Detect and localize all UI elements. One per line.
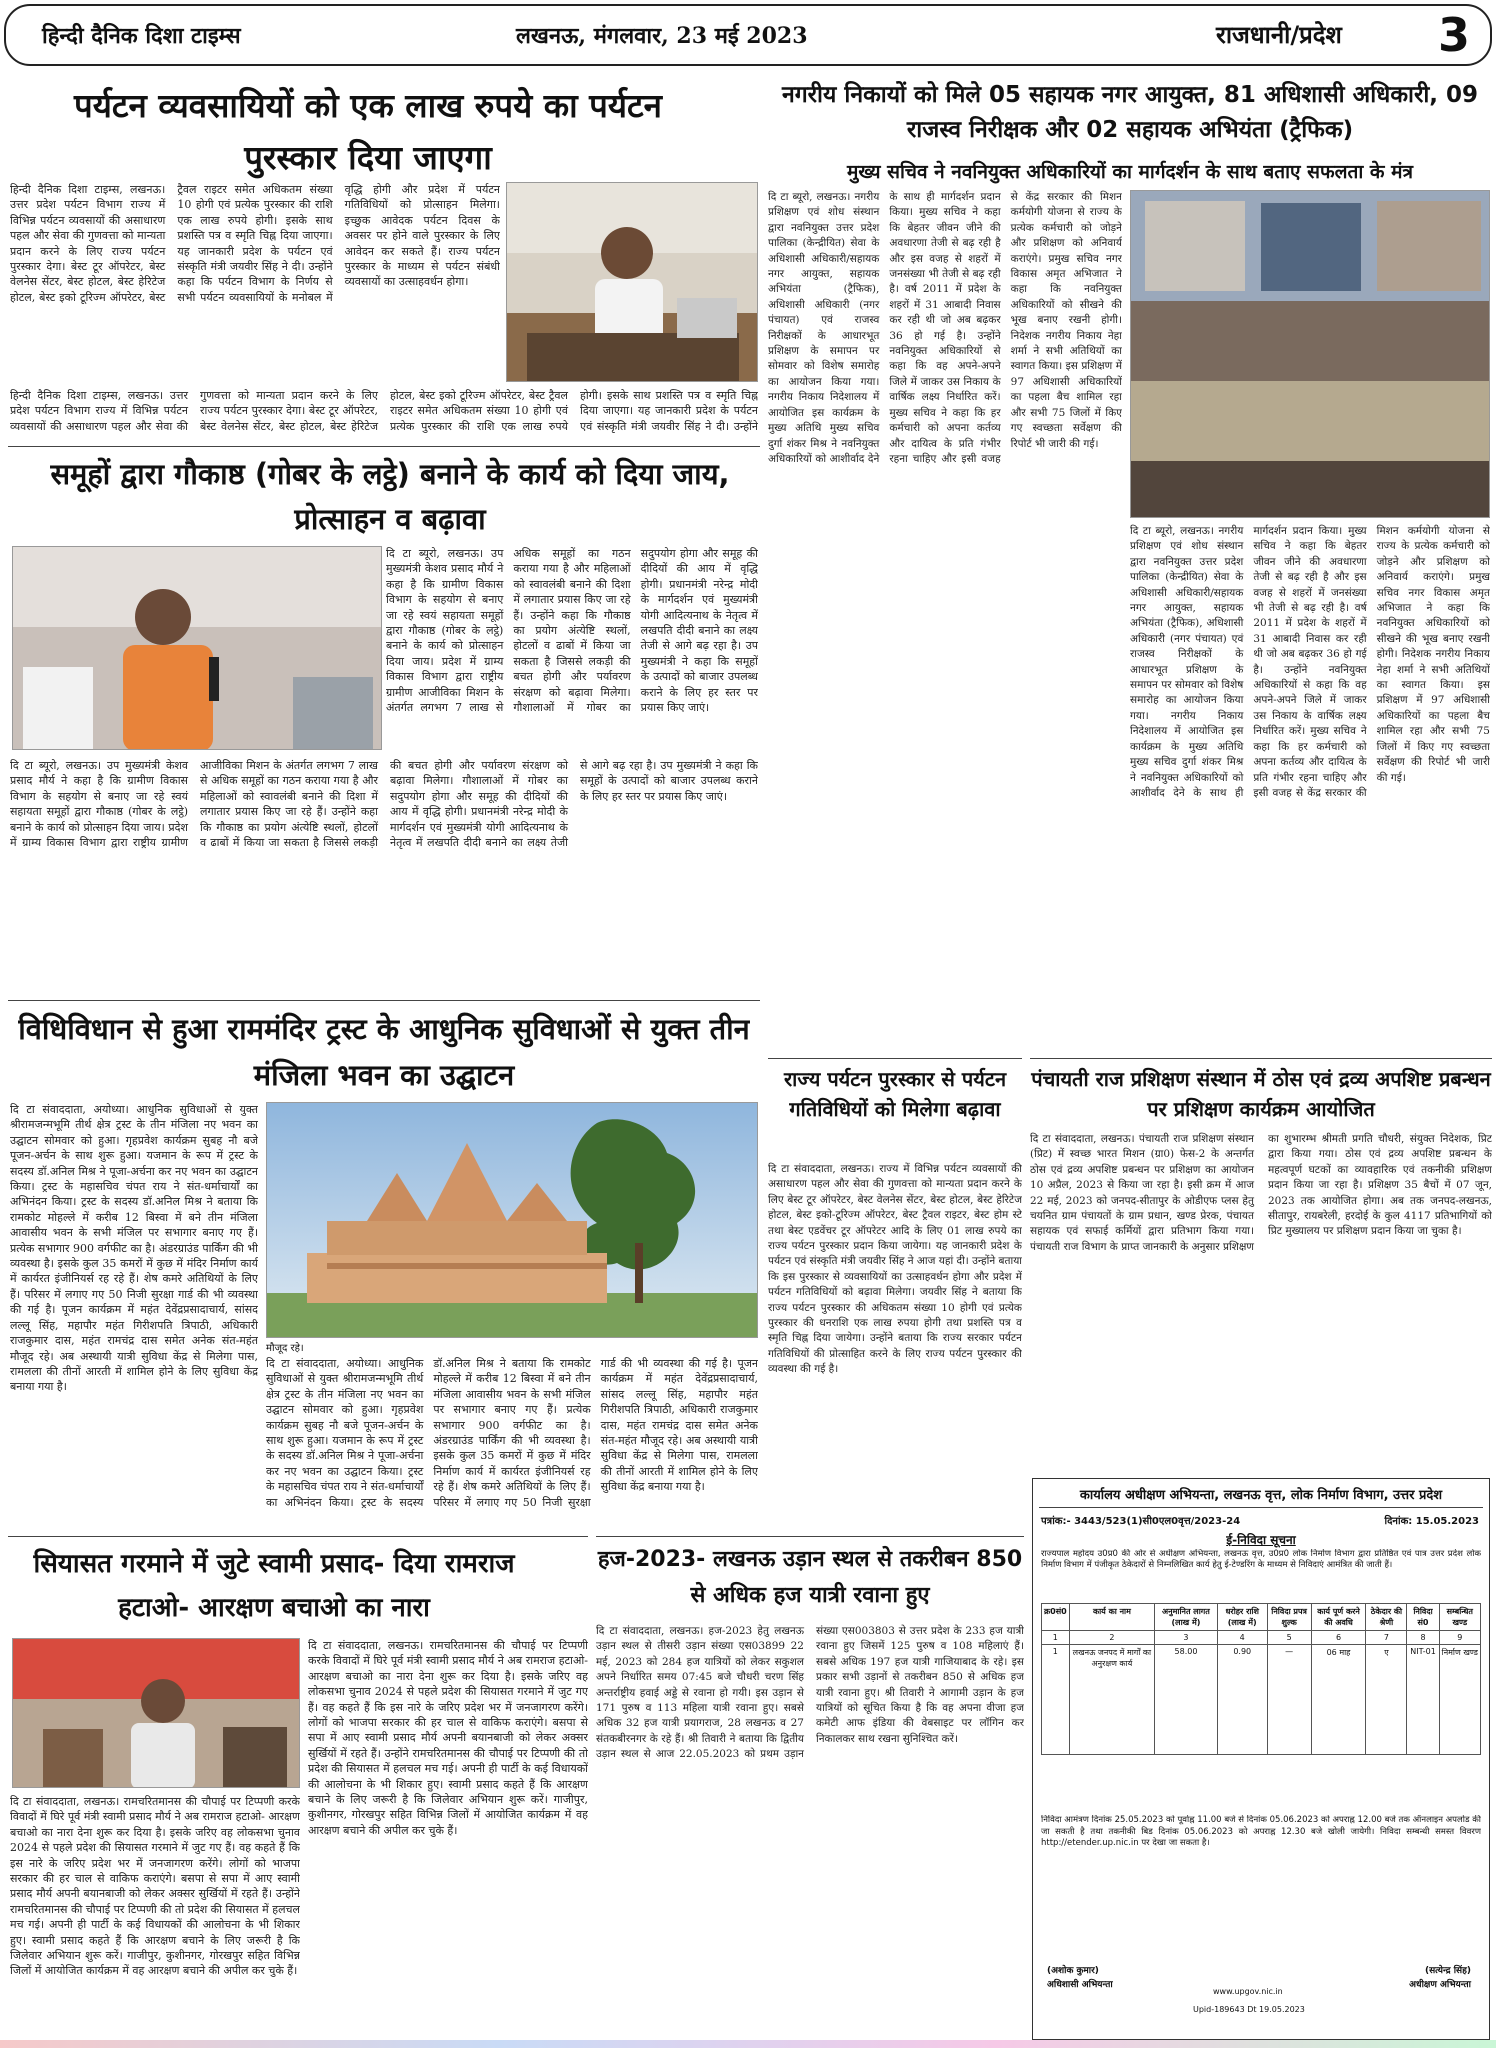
deputy-cm-photo <box>12 546 382 750</box>
minister-photo <box>506 182 758 382</box>
table-cell: NIT-01 <box>1407 1645 1439 1755</box>
article-body-continued: हिन्दी दैनिक दिशा टाइम्स, लखनऊ। उत्तर प्रदेश पर्यटन विभाग राज्य में विभिन्न पर्यटन व्यवसायों की असाधारण पहल और सेवा की गुणवत्ता को मान्यता प्रदान करने के लिए राज्य पर्यटन पुरस्कार देगा। बेस्ट टूर ऑपरेटर, बेस्ट वेलनेस सेंटर, बेस्ट होटल, बेस्ट हेरिटेज होटल, बेस्ट इको टूरिज्म ऑपरेटर, बेस्ट ट्रैवल राइटर समेत अधिकतम संख्या 10 होगी एवं प्रत्येक पुरस्कार की राशि एक लाख रुपये होगी। इसके साथ प्रशस्ति पत्र व स्मृति चिह्न दिया जाएगा। यह जानकारी प्रदेश के पर्यटन एवं संस्कृति मंत्री जयवीर सिंह ने दी। उन्होंने <box>10 389 758 433</box>
paper-name: हिन्दी दैनिक दिशा टाइम्स <box>42 23 241 49</box>
article-body: दि टा संवाददाता, लखनऊ। राज्य में विभिन्न पर्यटन व्यवसायों की असाधारण पहल और सेवा की गुणवत्ता को मान्यता प्रदान करने के लिए बेस्ट टूर ऑपरेटर, बेस्ट वेलनेस सेंटर, बेस्ट होटल, बेस्ट हेरिटेज होटल, बेस्ट इको-टूरिज्म ऑपरेटर, बेस्ट ट्रैवल राइटर, बेस्ट होम स्टे तथा बेस्ट एडवेंचर टूर ऑपरेटर आदि के लिए 01 लाख रुपये का राज्य पर्यटन पुरस्कार प्रदान किया जायेगा। यह जानकारी प्रदेश के पर्यटन एवं संस्कृति मंत्री जयवीर सिंह ने आज यहां दी। उन्होंने बताया कि इस पुरस्कार से व्यवसायियों का उत्साहवर्धन होगा और प्रदेश में पर्यटन गतिविधियों को बढ़ावा मिलेगा। जयवीर सिंह ने बताया कि राज्य पर्यटन पुरस्कार की अधिकतम संख्या 10 होगी एवं प्रत्येक पुरस्कार की धनराशि एक लाख रुपया होगी तथा प्रशस्ति पत्र व स्मृति चिह्न दिया जायेगा। उन्होंने बताया कि राज्य सरकार पर्यटन गतिविधियों की प्रोत्साहित करने के लिए राज्य पर्यटन पुरस्कार की व्यवस्था की गई है। <box>768 1163 1022 1376</box>
table-header-row <box>1042 1604 1481 1631</box>
tender-table <box>1041 1603 1481 1755</box>
headline: समूहों द्वारा गौकाष्ठ (गोबर के लट्ठे) बनाने के कार्य को दिया जाय, प्रोत्साहन व बढ़ावा <box>50 457 730 536</box>
minister-photo-image <box>507 183 758 382</box>
col-header: निविदा सं0 <box>1407 1604 1439 1631</box>
article-body-continued: दि टा संवाददाता, लखनऊ। रामचरितमानस की चौपाई पर टिप्पणी करके विवादों में घिरे पूर्व मंत्री स्वामी प्रसाद मौर्य ने अब रामराज हटाओ- आरक्षण बचाओ का नारा देना शुरू कर दिया है। इसके जरिए वह लोकसभा चुनाव 2024 से पहले प्रदेश की सियासत गरमाने में जुट गए हैं। वह कहते हैं कि इस नारे के जरिए प्रदेश भर में जनजागरण करेंगे। लोगों को भाजपा सरकार की हर चाल से वाकिफ कराएंगे। बसपा से सपा में आए स्वामी प्रसाद मौर्य अपनी बयानबाजी को लेकर अक्सर सुर्खियों में रहते हैं। उन्होंने रामचरितमानस की चौपाई पर टिप्पणी की तो प्रदेश की सियासत में हलचल मच गई। अपनी ही पार्टी के कई विधायकों की आलोचना के भी शिकार हुए। स्वामी प्रसाद कहते हैं कि आरक्षण बचाने के लिए जरूरी है कि जिलेवार अभियान शुरू करें। गाजीपुर, कुशीनगर, गोरखपुर सहित विभिन्न जिलों में आयोजित कार्यक्रम में वह आरक्षण बचाने की अपील कर चुके हैं। <box>308 1639 588 1837</box>
signatory-right: (सत्येन्द्र सिंह) <box>1424 1966 1471 1976</box>
story-ram-mandir-trust <box>8 1000 760 1532</box>
signatory-left: (अशोक कुमार) <box>1047 1966 1099 1976</box>
table-cell: 58.00 <box>1155 1645 1218 1755</box>
divider <box>1030 1058 1492 1059</box>
website: www.upgov.nic.in <box>1213 1987 1283 1996</box>
table-cell: लखनऊ जनपद में मार्गों का अनुरक्षण कार्य <box>1069 1645 1154 1755</box>
table-cell: — <box>1267 1645 1311 1755</box>
tender-date: दिनांक: 15.05.2023 <box>1384 1516 1479 1527</box>
article-body: दि टा संवाददाता, लखनऊ। हज-2023 हेतु लखनऊ उड़ान स्थल से तीसरी उड़ान संख्या एस03899 22 मई, 2023 को 284 हज यात्रियों को लेकर सकुशल अपने निर्धारित समय 07:45 बजे चौधरी चरण सिंह अन्तर्राष्ट्रीय हवाई अड्डे से रवाना हो गयी। इस उड़ान से 171 पुरुष व 113 महिला यात्री रवाना हुए। सबसे अधिक 32 हज यात्री प्रयागराज, 28 लखनऊ व 27 संतकबीरनगर के रहे हैं। श्री तिवारी ने बताया कि द्वितीय उड़ान स्थल से आज 22.05.2023 को प्रथम उड़ान संख्या एस003803 से उत्तर प्रदेश के 233 हज यात्री रवाना हुए जिसमें 125 पुरुष व 108 महिलाएं हैं। सबसे अधिक 197 हज यात्री गाजियाबाद के रहे। इस प्रकार सभी उड़ानों से तकरीबन 850 से अधिक हज यात्री रवाना हुए। श्री तिवारी ने आगामी उड़ान के हज यात्रियों को सूचित किया है कि वह अपना वीजा हज कमेटी आफ इंडिया की वेबसाइट पर लॉगिन कर निकालकर साथ रखना सुनिश्चित करें। <box>596 1625 1024 1761</box>
col-number: 9 <box>1439 1631 1480 1645</box>
col-number: 5 <box>1267 1631 1311 1645</box>
divider <box>596 1536 1024 1537</box>
table-cell: ए <box>1366 1645 1407 1755</box>
tender-upid: Upid-189643 Dt 19.05.2023 <box>1193 2005 1305 2014</box>
dateline: लखनऊ, मंगलवार, 23 मई 2023 <box>516 23 808 49</box>
tender-table-grid <box>1041 1603 1481 1755</box>
swami-prasad-photo <box>12 1638 300 1788</box>
divider <box>8 1536 588 1537</box>
col-number: 1 <box>1042 1631 1070 1645</box>
article-body: दि टा ब्यूरो, लखनऊ। नगरीय प्रशिक्षण एवं शोध संस्थान द्वारा नवनियुक्त उत्तर प्रदेश पालिका (केन्द्रीयित) सेवा के अधिशासी अधिकारी/सहायक नगर आयुक्त, सहायक अभियंता (ट्रैफिक), अधिशासी अधिकारी (नगर पंचायत) एवं राजस्व निरीक्षकों के आधारभूत प्रशिक्षण के समापन पर सोमवार को विशेष समारोह का आयोजन किया गया। नगरीय निकाय निदेशालय में आयोजित इस कार्यक्रम के मुख्य अतिथि मुख्य सचिव दुर्गा शंकर मिश्र ने नवनियुक्त अधिकारियों को आशीर्वाद देने के साथ ही मार्गदर्शन प्रदान किया। मुख्य सचिव ने कहा कि बेहतर जीवन जीने की अवधारणा तेजी से बढ़ रही है और इस वजह से शहरों में जनसंख्या भी तेजी से बढ़ रही है। वर्ष 2011 में प्रदेश के शहरों में 31 आबादी निवास कर रही थी जो अब बढ़कर 36 हो गई है। उन्होंने नवनियुक्त अधिकारियों से कहा कि वह अपने-अपने जिले में जाकर उस निकाय के वार्षिक लक्ष्य निर्धारित करें। मुख्य सचिव ने कहा कि हर कर्मचारी को अपना कर्तव्य और दायित्व के प्रति गंभीर रहना चाहिए और इसी वजह से केंद्र सरकार की मिशन कर्मयोगी योजना से राज्य के प्रत्येक कर्मचारी को जोड़ने और प्रशिक्षण को अनिवार्य कराएंगे। प्रमुख सचिव नगर विकास अमृत अभिजात ने कहा कि नवनियुक्त अधिकारियों को सीखने की भूख बनाए रखनी होगी। निदेशक नगरीय निकाय नेहा शर्मा ने सभी अतिथियों का स्वागत किया। इस प्रशिक्षण में 97 अधिशासी अधिकारियों का पहला बैच शामिल रहा और सभी 75 जिलों में किए गए स्वच्छता सर्वेक्षण की रिपोर्ट भी जारी की गई। <box>768 191 1122 465</box>
masthead <box>4 4 1492 66</box>
headline: नगरीय निकायों को मिले 05 सहायक नगर आयुक्त, 81 अधिशासी अधिकारी, 09 राजस्व निरीक्षक और 02 सहायक अभियंता (ट्रैफिक) <box>781 82 1479 143</box>
article-body: दि टा ब्यूरो, लखनऊ। उप मुख्यमंत्री केशव प्रसाद मौर्य ने कहा है कि ग्रामीण विकास विभाग के सहयोग से बनाए जा रहे स्वयं सहायता समूहों द्वारा गौकाष्ठ (गोबर के लट्ठे) बनाने के कार्य को प्रोत्साहन दिया जाय। प्रदेश में ग्राम्य विकास विभाग द्वारा राष्ट्रीय ग्रामीण आजीविका मिशन के अंतर्गत लगभग 7 लाख से अधिक समूहों का गठन कराया गया है और महिलाओं को स्वावलंबी बनाने की दिशा में लगातार प्रयास किए जा रहे हैं। उन्होंने कहा कि गौकाष्ठ का प्रयोग अंत्येष्टि स्थलों, होटलों व ढाबों में किया जा सकता है जिससे लकड़ी की बचत होगी और पर्यावरण संरक्षण को बढ़ावा मिलेगा। गौशालाओं में गोबर का सदुपयोग होगा और समूह की दीदियों की आय में वृद्धि होगी। प्रधानमंत्री नरेन्द्र मोदी के मार्गदर्शन एवं मुख्यमंत्री योगी आदित्यनाथ के नेतृत्व में लखपति दीदी बनाने का लक्ष्य तेजी से आगे बढ़ रहा है। उप मुख्यमंत्री ने कहा कि समूहों के उत्पादों को बाजार उपलब्ध कराने के लिए हर स्तर पर प्रयास किए जाएं। <box>386 547 758 715</box>
article-body-continued: दि टा संवाददाता, अयोध्या। आधुनिक सुविधाओं से युक्त श्रीरामजन्मभूमि तीर्थ क्षेत्र ट्रस्ट के तीन मंजिला नए भवन का उद्घाटन सोमवार को हुआ। गृहप्रवेश कार्यक्रम सुबह नौ बजे पूजन-अर्चन के साथ शुरू हुआ। यजमान के रूप में ट्रस्ट के सदस्य डॉ.अनिल मिश्र ने पूजा-अर्चना कर नए भवन का उद्घाटन किया। ट्रस्ट के महासचिव चंपत राय ने संत-धर्माचार्यों का अभिनंदन किया। ट्रस्ट के सदस्य डॉ.अनिल मिश्र ने बताया कि रामकोट मोहल्ले में करीब 12 बिस्वा में बने तीन मंजिला आवासीय भवन के सभी मंजिल पर सभागार बनाए गए हैं। प्रत्येक सभागार 900 वर्गफीट का है। अंडरग्राउंड पार्किंग की भी व्यवस्था है। इसके कुल 35 कमरों में कुछ में मंदिर निर्माण कार्य में कार्यरत इंजीनियर्स रह रहे हैं। शेष कमरे अतिथियों के लिए हैं। परिसर में लगाए गए 50 निजी सुरक्षा गार्ड की भी व्यवस्था की गई है। पूजन कार्यक्रम में महंत देवेंद्रप्रसादाचार्य, सांसद लल्लू सिंह, महापौर महंत गिरीशपति त्रिपाठी, अधिकारी राजकुमार दास, महंत रामचंद्र दास समेत अनेक संत-महंत मौजूद रहे। अब अस्थायी यात्री सुविधा केंद्र से मिलेगा पास, रामलला की तीनों आरती में शामिल होने के लिए सुविधा केंद्र बनाया गया है। <box>266 1357 758 1509</box>
col-header: निविदा प्रपत्र शुल्क <box>1267 1604 1311 1631</box>
headline: विधिविधान से हुआ राममंदिर ट्रस्ट के आधुनिक सुविधाओं से युक्त तीन मंजिला भवन का उद्घाटन <box>18 1012 750 1092</box>
article-body-continued: दि टा ब्यूरो, लखनऊ। नगरीय प्रशिक्षण एवं शोध संस्थान द्वारा नवनियुक्त उत्तर प्रदेश पालिका (केन्द्रीयित) सेवा के अधिशासी अधिकारी/सहायक नगर आयुक्त, सहायक अभियंता (ट्रैफिक), अधिशासी अधिकारी (नगर पंचायत) एवं राजस्व निरीक्षकों के आधारभूत प्रशिक्षण के समापन पर सोमवार को विशेष समारोह का आयोजन किया गया। नगरीय निकाय निदेशालय में आयोजित इस कार्यक्रम के मुख्य अतिथि मुख्य सचिव दुर्गा शंकर मिश्र ने नवनियुक्त अधिकारियों को आशीर्वाद देने के साथ ही मार्गदर्शन प्रदान किया। मुख्य सचिव ने कहा कि बेहतर जीवन जीने की अवधारणा तेजी से बढ़ रही है और इस वजह से शहरों में जनसंख्या भी तेजी से बढ़ रही है। वर्ष 2011 में प्रदेश के शहरों में 31 आबादी निवास कर रही थी जो अब बढ़कर 36 हो गई है। उन्होंने नवनियुक्त अधिकारियों से कहा कि वह अपने-अपने जिले में जाकर उस निकाय के वार्षिक लक्ष्य निर्धारित करें। मुख्य सचिव ने कहा कि हर कर्मचारी को अपना कर्तव्य और दायित्व के प्रति गंभीर रहना चाहिए और इसी वजह से केंद्र सरकार की मिशन कर्मयोगी योजना से राज्य के प्रत्येक कर्मचारी को जोड़ने और प्रशिक्षण को अनिवार्य कराएंगे। प्रमुख सचिव नगर विकास अमृत अभिजात ने कहा कि नवनियुक्त अधिकारियों को सीखने की भूख बनाए रखनी होगी। निदेशक नगरीय निकाय नेहा शर्मा ने सभी अतिथियों का स्वागत किया। इस प्रशिक्षण में 97 अधिशासी अधिकारियों का पहला बैच शामिल रहा और सभी 75 जिलों में किए गए स्वच्छता सर्वेक्षण की रिपोर्ट भी जारी की गई। <box>1130 525 1490 799</box>
table-number-row <box>1042 1631 1481 1645</box>
divider <box>8 446 760 447</box>
table-cell: निर्माण खण्ड <box>1439 1645 1480 1755</box>
tender-note: निविदा आमंत्रण दिनांक 25.05.2023 को पूर्वाह्न 11.00 बजे से दिनांक 05.06.2023 को अपराह्न 12.00 बजे तक ऑनलाइन अपलोड की जा सकती है तथा तकनीकी बिड दिनांक 05.06.2023 को अपराह्न 12.30 बजे खोली जायेगी। निविदा सम्बन्धी समस्त विवरण http://etender.up.nic.in पर देखा जा सकता है। <box>1041 1815 1481 1848</box>
headline: पंचायती राज प्रशिक्षण संस्थान में ठोस एवं द्रव्य अपशिष्ट प्रबन्धन पर प्रशिक्षण कार्यक्रम आयोजित <box>1031 1067 1491 1121</box>
col-number: 8 <box>1407 1631 1439 1645</box>
story-tourism-activities <box>768 1058 1022 1532</box>
swami-prasad-image <box>13 1639 300 1788</box>
training-group-photo <box>1130 190 1490 518</box>
tender-notice <box>1032 1478 1490 2040</box>
col-header: कार्य पूर्ण करने की अवधि <box>1311 1604 1366 1631</box>
story-haj-2023 <box>596 1536 1024 2036</box>
story-urban-officers <box>768 72 1492 1102</box>
col-number: 4 <box>1217 1631 1267 1645</box>
table-row <box>1042 1645 1481 1755</box>
col-number: 3 <box>1155 1631 1218 1645</box>
story-tourism-award <box>8 72 760 444</box>
tender-intro: राज्यपाल महोदय उ0प्र0 की ओर से अधीक्षण अभियन्ता, लखनऊ वृत्त, उ0प्र0 लोक निर्माण विभाग द्वारा प्रतिष्ठित एवं पात्र उत्तर प्रदेश लोक निर्माण विभाग में पंजीकृत ठेकेदारों से निम्नलिखित कार्य हेतु ई-टेण्डरिंग के माध्यम से निविदाएं आमंत्रित की जाती हैं। <box>1041 1549 1481 1570</box>
article-body: हिन्दी दैनिक दिशा टाइम्स, लखनऊ। उत्तर प्रदेश पर्यटन विभाग राज्य में विभिन्न पर्यटन व्यवसायों की असाधारण पहल और सेवा की गुणवत्ता को मान्यता प्रदान करने के लिए राज्य पर्यटन पुरस्कार देगा। बेस्ट टूर ऑपरेटर, बेस्ट वेलनेस सेंटर, बेस्ट होटल, बेस्ट हेरिटेज होटल, बेस्ट इको टूरिज्म ऑपरेटर, बेस्ट ट्रैवल राइटर समेत अधिकतम संख्या 10 होगी एवं प्रत्येक पुरस्कार की राशि एक लाख रुपये होगी। इसके साथ प्रशस्ति पत्र व स्मृति चिह्न दिया जाएगा। यह जानकारी प्रदेश के पर्यटन एवं संस्कृति मंत्री जयवीर सिंह ने दी। उन्होंने कहा कि पर्यटन विभाग के निर्णय से सभी पर्यटन व्यवसायियों के मनोबल में वृद्धि होगी और प्रदेश में पर्यटन गतिविधियों को प्रोत्साहन मिलेगा। इच्छुक आवेदक पर्यटन दिवस के अवसर पर होने वाले पुरस्कार के लिए आवेदन कर सकते हैं। राज्य पर्यटन पुरस्कार के माध्यम से पर्यटन संबंधी व्यवसायों का उत्साहवर्धन होगा। <box>10 183 500 304</box>
headline: सियासत गरमाने में जुटे स्वामी प्रसाद- दिया रामराज हटाओ- आरक्षण बचाओ का नारा <box>33 1549 515 1623</box>
col-header: धरोहर राशि (लाख में) <box>1217 1604 1267 1631</box>
tender-title: ई-निविदा सूचना <box>1226 1533 1296 1547</box>
col-number: 6 <box>1311 1631 1366 1645</box>
divider <box>1039 1507 1483 1508</box>
story-swami-prasad <box>8 1536 588 2036</box>
col-number: 7 <box>1366 1631 1407 1645</box>
table-cell: 06 माह <box>1311 1645 1366 1755</box>
section-label: राजधानी/प्रदेश <box>1216 21 1342 49</box>
designation-left: अधिशासी अभियन्ता <box>1047 1980 1113 1990</box>
training-group-image <box>1131 191 1490 518</box>
deputy-cm-image <box>13 547 382 750</box>
table-cell: 0.90 <box>1217 1645 1267 1755</box>
page-number: 3 <box>1438 8 1471 62</box>
divider <box>8 1000 760 1001</box>
bottom-strip <box>0 2040 1496 2048</box>
story-panchayati-raj <box>1030 1058 1492 1470</box>
ram-mandir-photo <box>266 1102 758 1338</box>
tender-office: कार्यालय अधीक्षण अभियन्ता, लखनऊ वृत्त, लोक निर्माण विभाग, उत्तर प्रदेश <box>1079 1488 1443 1503</box>
article-body: दि टा संवाददाता, लखनऊ। रामचरितमानस की चौपाई पर टिप्पणी करके विवादों में घिरे पूर्व मंत्री स्वामी प्रसाद मौर्य ने अब रामराज हटाओ- आरक्षण बचाओ का नारा देना शुरू कर दिया है। इसके जरिए वह लोकसभा चुनाव 2024 से पहले प्रदेश की सियासत गरमाने में जुट गए हैं। वह कहते हैं कि इस नारे के जरिए प्रदेश भर में जनजागरण करेंगे। लोगों को भाजपा सरकार की हर चाल से वाकिफ कराएंगे। बसपा से सपा में आए स्वामी प्रसाद मौर्य अपनी बयानबाजी को लेकर अक्सर सुर्खियों में रहते हैं। उन्होंने रामचरितमानस की चौपाई पर टिप्पणी की तो प्रदेश की सियासत में हलचल मच गई। अपनी ही पार्टी के कई विधायकों की आलोचना के भी शिकार हुए। स्वामी प्रसाद कहते हैं कि आरक्षण बचाने के लिए जरूरी है कि जिलेवार अभियान शुरू करें। गाजीपुर, कुशीनगर, गोरखपुर सहित विभिन्न जिलों में आयोजित कार्यक्रम में वह आरक्षण बचाने की अपील कर चुके हैं। <box>10 1795 300 1978</box>
col-header: सम्बन्धित खण्ड <box>1439 1604 1480 1631</box>
col-header: क्र0सं0 <box>1042 1604 1070 1631</box>
tender-ref: पत्रांक:- 3443/523(1)सी0एल0वृत्त/2023-24 <box>1041 1516 1241 1527</box>
designation-right: अधीक्षण अभियन्ता <box>1409 1980 1471 1990</box>
subhead: मुख्य सचिव ने नवनियुक्त अधिकारियों का मार्गदर्शन के साथ बताए सफलता के मंत्र <box>847 161 1413 183</box>
article-body-continued: दि टा ब्यूरो, लखनऊ। उप मुख्यमंत्री केशव प्रसाद मौर्य ने कहा है कि ग्रामीण विकास विभाग के सहयोग से बनाए जा रहे स्वयं सहायता समूहों द्वारा गौकाष्ठ (गोबर के लट्ठे) बनाने के कार्य को प्रोत्साहन दिया जाय। प्रदेश में ग्राम्य विकास विभाग द्वारा राष्ट्रीय ग्रामीण आजीविका मिशन के अंतर्गत लगभग 7 लाख से अधिक समूहों का गठन कराया गया है और महिलाओं को स्वावलंबी बनाने की दिशा में लगातार प्रयास किए जा रहे हैं। उन्होंने कहा कि गौकाष्ठ का प्रयोग अंत्येष्टि स्थलों, होटलों व ढाबों में किया जा सकता है जिससे लकड़ी की बचत होगी और पर्यावरण संरक्षण को बढ़ावा मिलेगा। गौशालाओं में गोबर का सदुपयोग होगा और समूह की दीदियों की आय में वृद्धि होगी। प्रधानमंत्री नरेन्द्र मोदी के मार्गदर्शन एवं मुख्यमंत्री योगी आदित्यनाथ के नेतृत्व में लखपति दीदी बनाने का लक्ष्य तेजी से आगे बढ़ रहा है। उप मुख्यमंत्री ने कहा कि समूहों के उत्पादों को बाजार उपलब्ध कराने के लिए हर स्तर पर प्रयास किए जाएं। <box>10 759 758 850</box>
ram-mandir-image <box>267 1103 758 1338</box>
col-header: कार्य का नाम <box>1069 1604 1154 1631</box>
headline: राज्य पर्यटन पुरस्कार से पर्यटन गतिविधियों को मिलेगा बढ़ावा <box>783 1067 1007 1121</box>
col-header: अनुमानित लागत (लाख में) <box>1155 1604 1218 1631</box>
col-header: ठेकेदार की श्रेणी <box>1366 1604 1407 1631</box>
article-body: दि टा संवाददाता, अयोध्या। आधुनिक सुविधाओं से युक्त श्रीरामजन्मभूमि तीर्थ क्षेत्र ट्रस्ट के तीन मंजिला नए भवन का उद्घाटन सोमवार को हुआ। गृहप्रवेश कार्यक्रम सुबह नौ बजे पूजन-अर्चन के साथ शुरू हुआ। यजमान के रूप में ट्रस्ट के सदस्य डॉ.अनिल मिश्र ने पूजा-अर्चना कर नए भवन का उद्घाटन किया। ट्रस्ट के महासचिव चंपत राय ने संत-धर्माचार्यों का अभिनंदन किया। ट्रस्ट के सदस्य डॉ.अनिल मिश्र ने बताया कि रामकोट मोहल्ले में करीब 12 बिस्वा में बने तीन मंजिला आवासीय भवन के सभी मंजिल पर सभागार बनाए गए हैं। प्रत्येक सभागार 900 वर्गफीट का है। अंडरग्राउंड पार्किंग की भी व्यवस्था है। इसके कुल 35 कमरों में कुछ में मंदिर निर्माण कार्य में कार्यरत इंजीनियर्स रह रहे हैं। शेष कमरे अतिथियों के लिए हैं। परिसर में लगाए गए 50 निजी सुरक्षा गार्ड की भी व्यवस्था की गई है। पूजन कार्यक्रम में महंत देवेंद्रप्रसादाचार्य, सांसद लल्लू सिंह, महापौर महंत गिरीशपति त्रिपाठी, अधिकारी राजकुमार दास, महंत रामचंद्र दास समेत अनेक संत-महंत मौजूद रहे। अब अस्थायी यात्री सुविधा केंद्र से मिलेगा पास, रामलला की तीनों आरती में शामिल होने के लिए सुविधा केंद्र बनाया गया है। <box>10 1103 258 1394</box>
article-body: दि टा संवाददाता, लखनऊ। पंचायती राज प्रशिक्षण संस्थान (प्रिट) में स्वच्छ भारत मिशन (ग्रा0) फेस-2 के अन्तर्गत ठोस एवं द्रव्य अपशिष्ट प्रबन्धन पर प्रशिक्षण का आयोजन 10 अप्रैल, 2023 से किया जा रहा है। इसी क्रम में आज 22 मई, 2023 को जनपद-सीतापुर के ओडीएफ प्लस हेतु चयनित ग्राम पंचायतों के ग्राम प्रधान, खण्ड प्रेरक, पंचायत सहायक एवं सफाई कर्मियों द्वारा प्रतिभाग किया गया। पंचायती राज विभाग के प्राप्त जानकारी के अनुसार प्रशिक्षण का शुभारम्भ श्रीमती प्रगति चौधरी, संयुक्त निदेशक, प्रिट द्वारा किया गया। ठोस एवं द्रव्य अपशिष्ट प्रबन्धन के महत्वपूर्ण घटकों का व्यावहारिक एवं तकनीकी प्रशिक्षण प्रदान किया जा रहा है। प्रशिक्षण 35 बैचों में 07 जून, 2023 तक आयोजित होगा। अब तक जनपद-लखनऊ, सीतापुर, रायबरेली, हरदोई के कुल 4117 प्रतिभागियों को प्रिट मुख्यालय पर प्रशिक्षण प्रदान किया जा चुका है। <box>1030 1133 1492 1253</box>
table-cell: 1 <box>1042 1645 1070 1755</box>
story-gaukashtha <box>8 446 760 1050</box>
divider <box>768 1058 1022 1059</box>
headline: पर्यटन व्यवसायियों को एक लाख रुपये का पर्यटन पुरस्कार दिया जाएगा <box>74 86 662 177</box>
col-number: 2 <box>1069 1631 1154 1645</box>
photo-caption: मौजूद रहे। <box>266 1343 304 1354</box>
headline: हज-2023- लखनऊ उड़ान स्थल से तकरीबन 850 से अधिक हज यात्री रवाना हुए <box>597 1547 1023 1608</box>
